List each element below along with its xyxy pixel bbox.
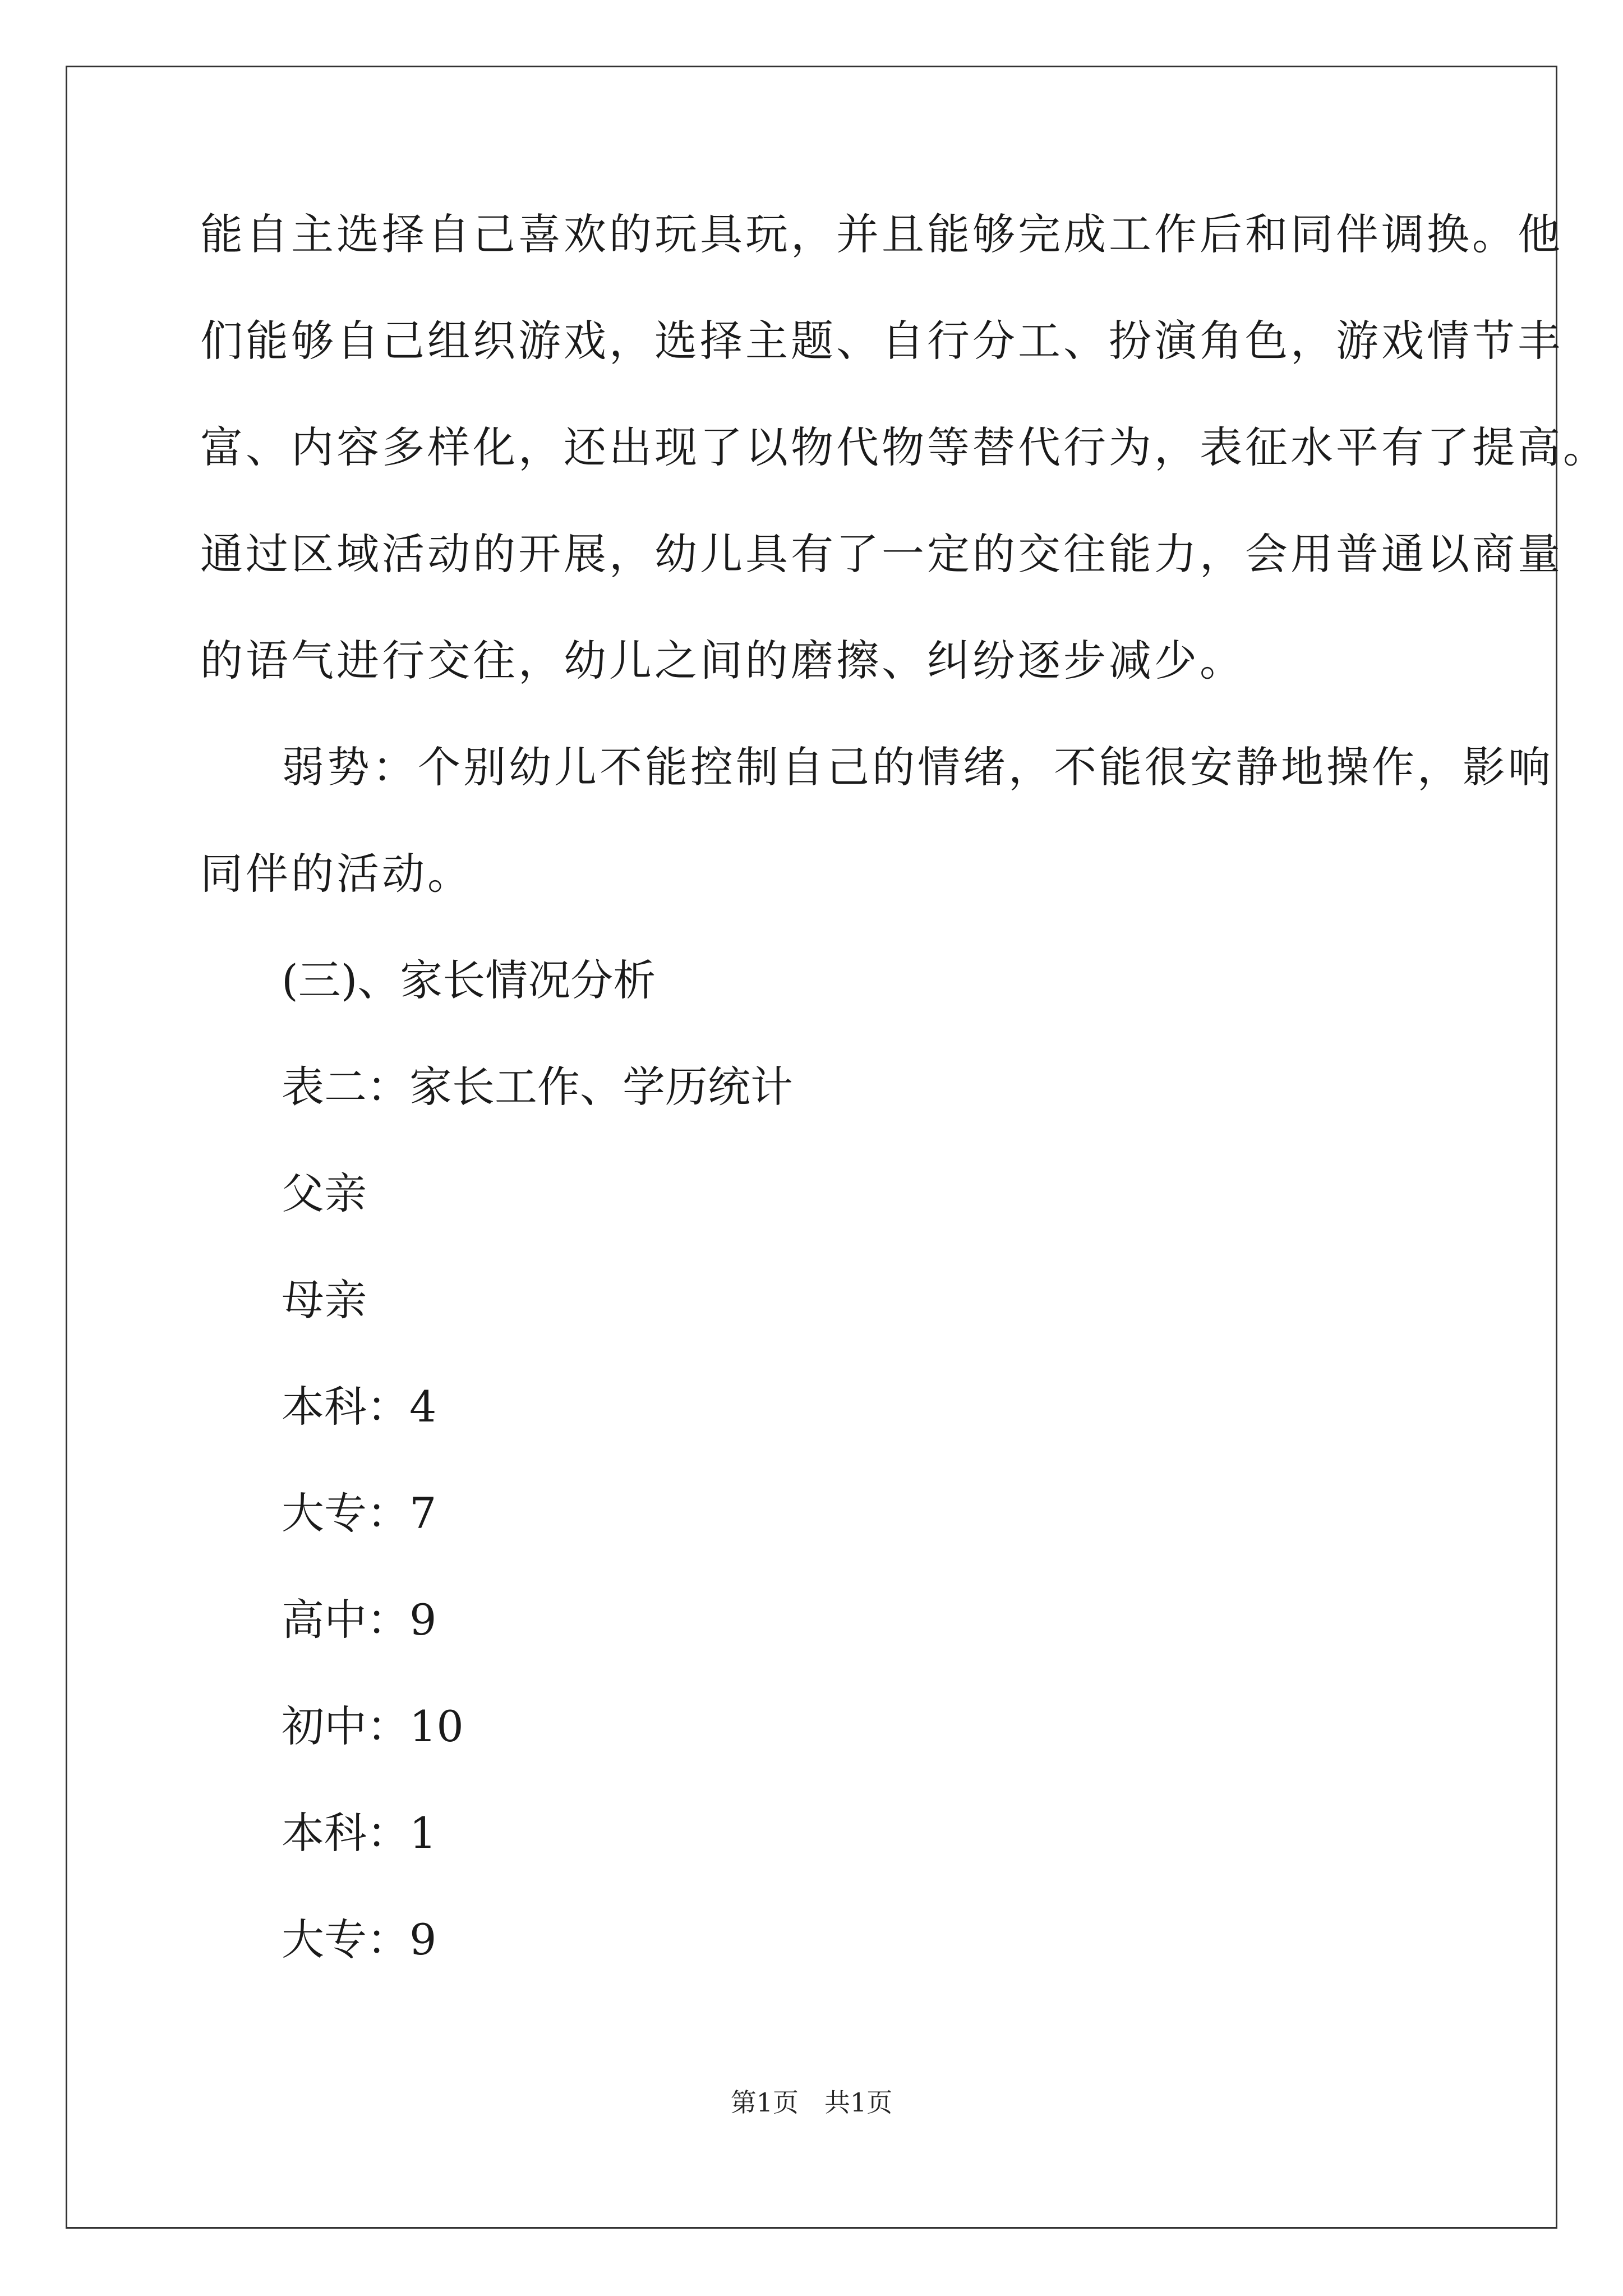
list-item-college-2: 大专：9 [282, 1915, 437, 1964]
table-caption: 表二：家长工作、学历统计 [282, 1062, 793, 1112]
paragraph-1-line-1: 能自主选择自己喜欢的玩具玩，并且能够完成工作后和同伴调换。他 [200, 209, 1563, 259]
paragraph-1-line-5: 的语气进行交往，幼儿之间的磨擦、纠纷逐步减少。 [200, 636, 1245, 685]
list-item-father: 父亲 [282, 1168, 367, 1218]
paragraph-1-line-4: 通过区域活动的开展，幼儿具有了一定的交往能力，会用普通以商量 [200, 529, 1563, 579]
paragraph-2-line-2: 同伴的活动。 [200, 849, 473, 899]
paragraph-2-line-1: 弱势：个别幼儿不能控制自己的情绪，不能很安静地操作，影响 [282, 742, 1553, 792]
section-heading: (三)、家长情况分析 [282, 955, 656, 1005]
page-footer: 第1页 共1页 [730, 2087, 893, 2118]
list-item-bachelor-2: 本科：1 [282, 1808, 437, 1858]
list-item-middle-school: 初中：10 [282, 1701, 464, 1751]
paragraph-1-line-3: 富、内容多样化，还出现了以物代物等替代行为，表征水平有了提高。 [200, 422, 1608, 472]
paragraph-1-line-2: 们能够自己组织游戏，选择主题、自行分工、扮演角色，游戏情节丰 [200, 316, 1563, 366]
list-item-mother: 母亲 [282, 1275, 367, 1325]
page-border [66, 66, 1557, 2229]
list-item-college: 大专：7 [282, 1488, 437, 1538]
list-item-high-school: 高中：9 [282, 1595, 437, 1645]
list-item-bachelor: 本科：4 [282, 1382, 437, 1432]
